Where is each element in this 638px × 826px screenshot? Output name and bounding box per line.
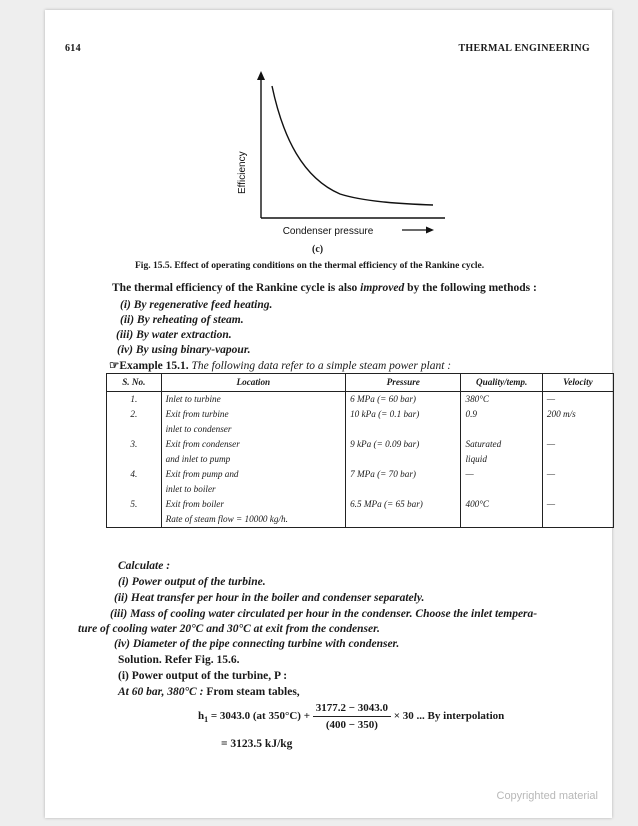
example-heading: [109, 358, 451, 374]
table-cell: 9 kPa (= 0.09 bar): [346, 437, 461, 452]
figure-panel-label: (c): [312, 244, 324, 255]
solution-line: [118, 652, 240, 668]
steam-plant-data-table: [106, 373, 614, 528]
table-cell: [346, 422, 461, 437]
table-row: [107, 407, 614, 422]
calculate-item: (ii) Heat transfer per hour in the boiler and condenser separately.: [114, 592, 425, 604]
figure-caption: Fig. 15.5. Effect of operating conditions on the thermal efficiency of the Rankine cycle.: [135, 261, 485, 271]
calculate-item: (iii) Mass of cooling water circulated per hour in the condenser. Choose the inlet tempera-: [110, 608, 538, 620]
x-direction-arrowhead: [426, 227, 434, 234]
table-row: [107, 467, 614, 482]
table-cell: [107, 512, 162, 528]
state-emphasis: At 60 bar, 380°C :: [118, 686, 204, 698]
enthalpy-equation: [198, 700, 504, 733]
table-row: [107, 512, 614, 528]
table-cell: Exit from condenser: [161, 437, 345, 452]
method-list-item: (iv) By using binary-vapour.: [117, 344, 251, 356]
table-cell: [461, 422, 542, 437]
table-cell: 0.9: [461, 407, 542, 422]
fraction-denominator: (400 − 350): [325, 719, 378, 731]
table-cell: [107, 422, 162, 437]
copyright-watermark: Copyrighted material: [496, 790, 598, 802]
table-cell: 2.: [107, 407, 162, 422]
table-row: [107, 452, 614, 467]
state-line: [118, 684, 300, 700]
table-cell: Inlet to turbine: [161, 392, 345, 408]
table-header-cell: Pressure: [346, 374, 461, 392]
intro-sentence: The thermal efficiency of the Rankine cycle is also improved by the following methods :: [112, 282, 537, 294]
table-cell: Exit from pump and: [161, 467, 345, 482]
state-text: From steam tables,: [203, 686, 300, 698]
equation-tail: × 30 ... By interpolation: [391, 710, 505, 723]
table-cell: Exit from turbine: [161, 407, 345, 422]
method-list-item: (ii) By reheating of steam.: [120, 314, 244, 326]
table-cell: 6 MPa (= 60 bar): [346, 392, 461, 408]
table-cell: and inlet to pump: [161, 452, 345, 467]
table-cell: [542, 422, 613, 437]
table-cell: —: [542, 467, 613, 482]
table-cell: [542, 482, 613, 497]
intro-emphasis: improved: [360, 282, 405, 294]
table-cell: inlet to condenser: [161, 422, 345, 437]
y-axis-label: Efficiency: [237, 151, 248, 194]
page-number: 614: [65, 43, 81, 54]
table-cell: 6.5 MPa (= 65 bar): [346, 497, 461, 512]
table-cell: 400°C: [461, 497, 542, 512]
table-cell: [461, 512, 542, 528]
equation-first-term: = 3043.0 (at 350°C) +: [208, 710, 313, 723]
solution-text: Refer Fig. 15.6.: [161, 654, 240, 666]
table-cell: 380°C: [461, 392, 542, 408]
table-cell: [346, 482, 461, 497]
table-cell: Rate of steam flow = 10000 kg/h.: [161, 512, 345, 528]
table-cell: [107, 482, 162, 497]
example-label: Example 15.1.: [119, 360, 189, 372]
table-header-cell: Location: [161, 374, 345, 392]
table-header-cell: Velocity: [542, 374, 613, 392]
table-cell: 3.: [107, 437, 162, 452]
table-cell: [542, 512, 613, 528]
table-row: [107, 392, 614, 408]
calculate-item: (i) Power output of the turbine.: [118, 576, 266, 588]
pointing-hand-icon: ☞: [109, 360, 120, 372]
table-cell: [346, 512, 461, 528]
table-row: [107, 422, 614, 437]
calculate-item: ture of cooling water 20°C and 30°C at exit from the condenser.: [78, 623, 380, 635]
table-cell: Saturated: [461, 437, 542, 452]
table-cell: 1.: [107, 392, 162, 408]
y-axis-arrowhead: [257, 71, 265, 80]
table-header-cell: S. No.: [107, 374, 162, 392]
table-cell: —: [542, 497, 613, 512]
table-cell: inlet to boiler: [161, 482, 345, 497]
calculate-item: (iv) Diameter of the pipe connecting turbine with condenser.: [114, 638, 400, 650]
calculate-heading: Calculate :: [118, 560, 171, 572]
interpolation-fraction: [313, 700, 391, 733]
table-header-row: [107, 374, 614, 392]
table-row: [107, 497, 614, 512]
method-list-item: (iii) By water extraction.: [116, 329, 232, 341]
table-cell: [346, 452, 461, 467]
table-cell: Exit from boiler: [161, 497, 345, 512]
table-header-cell: Quality/temp.: [461, 374, 542, 392]
solution-label: Solution.: [118, 654, 162, 666]
part-heading: (i) Power output of the turbine, P :: [118, 670, 288, 682]
efficiency-curve: [272, 86, 433, 205]
x-axis-label: Condenser pressure: [282, 226, 374, 237]
table-cell: 4.: [107, 467, 162, 482]
efficiency-curve-figure: [215, 68, 455, 246]
table-cell: [542, 452, 613, 467]
example-text: The following data refer to a simple steam power plant :: [188, 360, 452, 372]
table-cell: [461, 482, 542, 497]
page-sheet: [45, 10, 612, 818]
equation-subscript: 1: [204, 715, 209, 725]
fraction-numerator: 3177.2 − 3043.0: [313, 700, 391, 717]
table-row: [107, 482, 614, 497]
table-cell: —: [542, 437, 613, 452]
table-cell: liquid: [461, 452, 542, 467]
table-cell: [107, 452, 162, 467]
table-cell: —: [461, 467, 542, 482]
table-cell: 10 kPa (= 0.1 bar): [346, 407, 461, 422]
equation-result: = 3123.5 kJ/kg: [221, 738, 293, 750]
table-cell: 200 m/s: [542, 407, 613, 422]
running-title: THERMAL ENGINEERING: [458, 43, 590, 54]
table-cell: 5.: [107, 497, 162, 512]
equation-lhs: h: [198, 710, 205, 723]
table-cell: 7 MPa (= 70 bar): [346, 467, 461, 482]
method-list-item: (i) By regenerative feed heating.: [120, 299, 273, 311]
table-row: [107, 437, 614, 452]
table-cell: —: [542, 392, 613, 408]
